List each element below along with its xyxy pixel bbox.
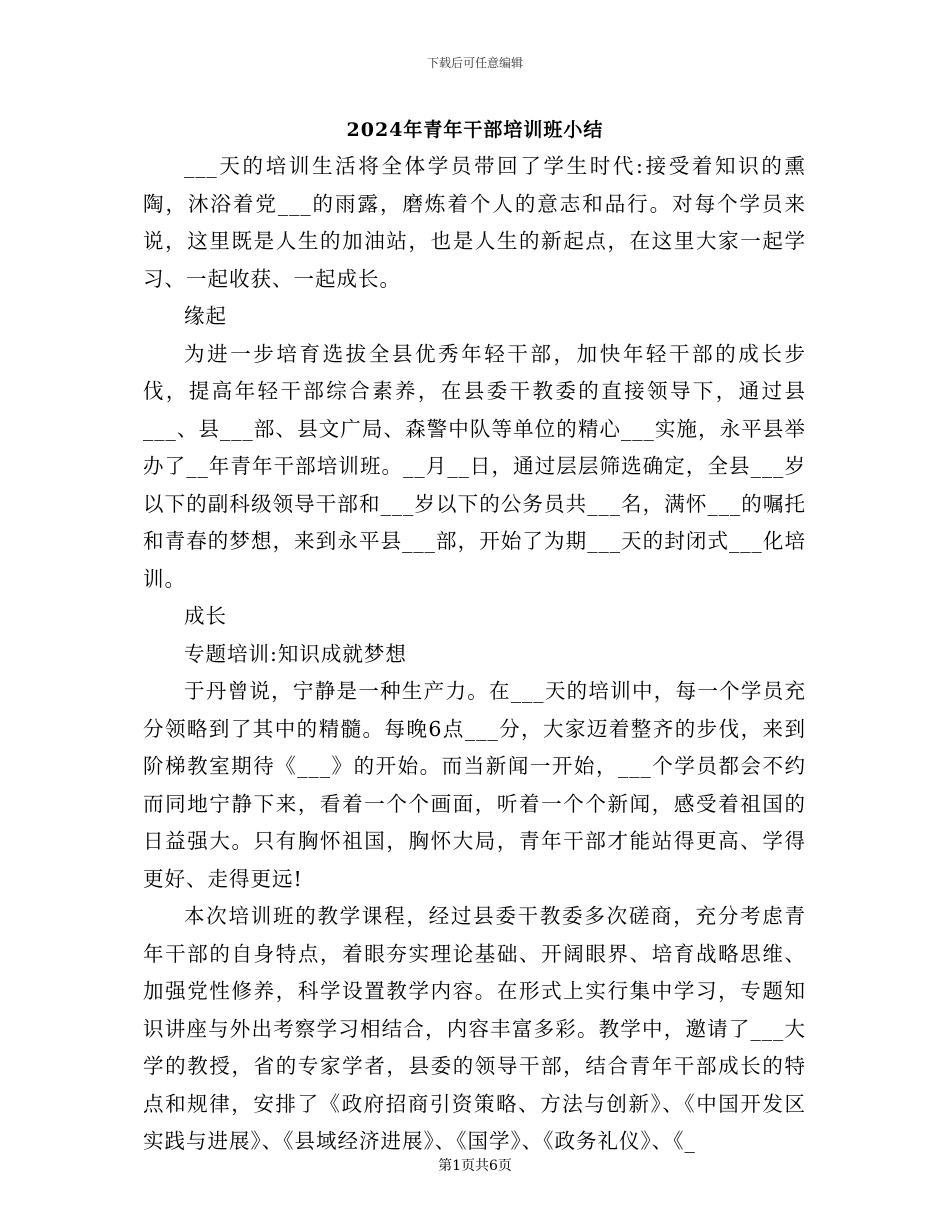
paragraph-training-1: 于丹曾说，宁静是一种生产力。在___天的培训中，每一个学员充分领略到了其中的精髓。每晚6点___分，大家迈着整齐的步伐，来到阶梯教室期待《___》的开始。而当新闻一开始，___个学员都会不约而同地宁静下来，看着一个个画面，听着一个个新闻，感受着祖国的日益强大。只有胸怀祖国，胸怀大局，青年干部才能站得更高、学得更好、走得更远! bbox=[143, 679, 806, 891]
document-title: 2024年青年干部培训班小结 bbox=[346, 119, 604, 141]
paragraph-training-2: 本次培训班的教学课程，经过县委干教委多次磋商，充分考虑青年干部的自身特点，着眼夯实理论基础、开阔眼界、培育战略思维、加强党性修养，科学设置教学内容。在形式上实行集中学习，专题知识讲座与外出考察学习相结合，内容丰富多彩。教学中，邀请了___大学的教授，省的专家学者，县委的领导干部，结合青年干部成长的特点和规律，安排了《政府招商引资策略、方法与创新》、《中国开发区实践与进展》、《县域经济进展》、《国学》、《政务礼仪》、《_ bbox=[143, 904, 806, 1153]
section-heading-growth: 成长 bbox=[184, 604, 227, 628]
subsection-heading-training: 专题培训:知识成就梦想 bbox=[184, 641, 407, 666]
paragraph-origin: 为进一步培育选拔全县优秀年轻干部，加快年轻干部的成长步伐，提高年轻干部综合素养，在县委干教委的直接领导下，通过县___、县___部、县文广局、森警中队等单位的精心___实施，永平县举办了__年青年干部培训班。__月__日，通过层层筛选确定，全县___岁以下的副科级领导干部和___岁以下的公务员共___名，满怀___的嘱托和青春的梦想，来到永平县___部，开始了为期___天的封闭式___化培训。 bbox=[143, 341, 806, 591]
page-number: 第1页共6页 bbox=[438, 1158, 512, 1174]
header-note: 下载后可任意编辑 bbox=[426, 56, 523, 70]
document-body bbox=[143, 148, 806, 1161]
section-heading-origin: 缘起 bbox=[184, 304, 227, 328]
paragraph-intro: ___天的培训生活将全体学员带回了学生时代:接受着知识的熏陶，沐浴着党___的雨露，磨炼着个人的意志和品行。对每个学员来说，这里既是人生的加油站，也是人生的新起点，在这里大家一起学习、一起收获、一起成长。 bbox=[143, 154, 806, 291]
